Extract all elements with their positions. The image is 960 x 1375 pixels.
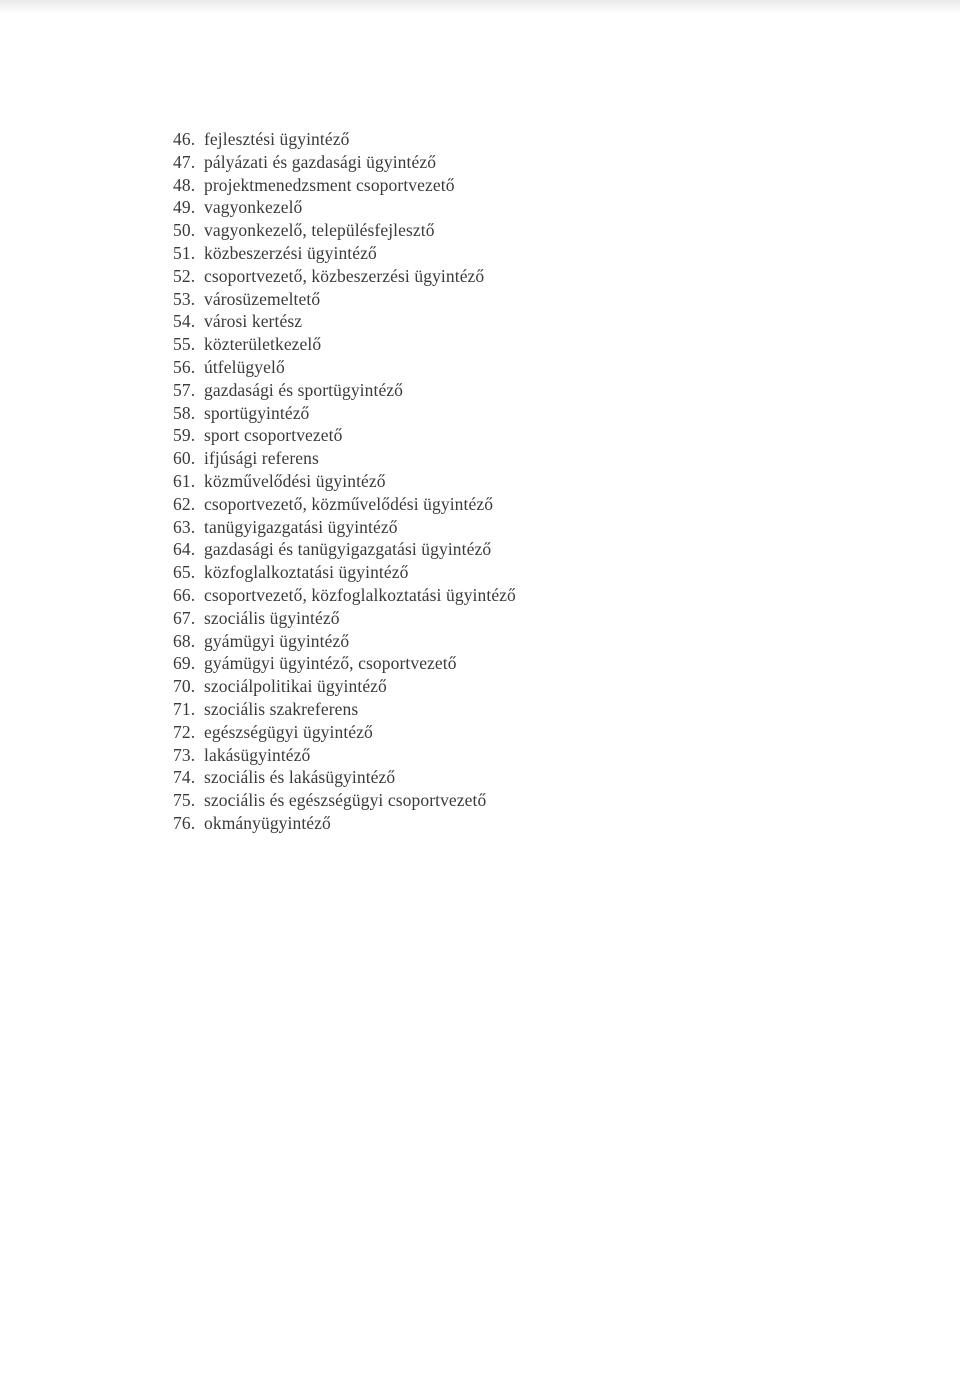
item-text: vagyonkezelő xyxy=(204,197,303,218)
list-item xyxy=(173,219,516,242)
position-list xyxy=(173,128,516,835)
item-number: 57. xyxy=(173,379,196,400)
list-item xyxy=(173,424,516,447)
item-text: útfelügyelő xyxy=(204,356,285,377)
list-item xyxy=(173,333,516,356)
list-item xyxy=(173,379,516,402)
list-item xyxy=(173,356,516,379)
item-number: 56. xyxy=(173,356,196,377)
item-text: projektmenedzsment csoportvezető xyxy=(204,174,455,195)
item-number: 76. xyxy=(173,812,196,833)
list-item xyxy=(173,744,516,767)
list-item xyxy=(173,242,516,265)
item-number: 73. xyxy=(173,744,196,765)
item-text: csoportvezető, közbeszerzési ügyintéző xyxy=(204,265,485,286)
item-number: 50. xyxy=(173,220,196,241)
item-text: tanügyigazgatási ügyintéző xyxy=(204,516,398,537)
list-item xyxy=(173,493,516,516)
list-item xyxy=(173,538,516,561)
item-text: városi kertész xyxy=(204,311,303,332)
list-item xyxy=(173,288,516,311)
item-number: 55. xyxy=(173,334,196,355)
item-text: városüzemeltető xyxy=(204,288,321,309)
item-text: sportügyintéző xyxy=(204,402,310,423)
item-text: szociálpolitikai ügyintéző xyxy=(204,676,387,697)
item-number: 75. xyxy=(173,790,196,811)
list-item xyxy=(173,151,516,174)
list-item xyxy=(173,675,516,698)
list-item xyxy=(173,652,516,675)
list-item xyxy=(173,584,516,607)
item-number: 67. xyxy=(173,607,196,628)
item-number: 49. xyxy=(173,197,196,218)
item-text: lakásügyintéző xyxy=(204,744,311,765)
list-item xyxy=(173,721,516,744)
item-number: 52. xyxy=(173,265,196,286)
list-item xyxy=(173,630,516,653)
item-number: 62. xyxy=(173,493,196,514)
item-number: 74. xyxy=(173,767,196,788)
item-text: csoportvezető, közfoglalkoztatási ügyintéző xyxy=(204,584,516,605)
list-item xyxy=(173,561,516,584)
item-text: közbeszerzési ügyintéző xyxy=(204,242,377,263)
item-text: gazdasági és sportügyintéző xyxy=(204,379,404,400)
list-item xyxy=(173,447,516,470)
list-item xyxy=(173,789,516,812)
item-number: 65. xyxy=(173,562,196,583)
list-item xyxy=(173,265,516,288)
item-number: 48. xyxy=(173,174,196,195)
item-text: vagyonkezelő, településfejlesztő xyxy=(204,220,435,241)
item-number: 59. xyxy=(173,425,196,446)
item-text: ifjúsági referens xyxy=(204,448,319,469)
item-number: 61. xyxy=(173,470,196,491)
item-text: szociális ügyintéző xyxy=(204,607,340,628)
item-number: 69. xyxy=(173,653,196,674)
item-text: szociális és lakásügyintéző xyxy=(204,767,396,788)
item-number: 60. xyxy=(173,448,196,469)
list-item xyxy=(173,128,516,151)
item-text: gazdasági és tanügyigazgatási ügyintéző xyxy=(204,539,492,560)
item-text: fejlesztési ügyintéző xyxy=(204,129,350,149)
list-item xyxy=(173,174,516,197)
item-number: 64. xyxy=(173,539,196,560)
item-number: 51. xyxy=(173,242,196,263)
item-number: 46. xyxy=(173,129,196,149)
item-number: 72. xyxy=(173,721,196,742)
item-number: 70. xyxy=(173,676,196,697)
list-item xyxy=(173,698,516,721)
item-number: 71. xyxy=(173,698,196,719)
item-text: közfoglalkoztatási ügyintéző xyxy=(204,562,409,583)
list-item xyxy=(173,516,516,539)
item-number: 63. xyxy=(173,516,196,537)
item-number: 53. xyxy=(173,288,196,309)
item-text: sport csoportvezető xyxy=(204,425,343,446)
item-text: gyámügyi ügyintéző, csoportvezető xyxy=(204,653,457,674)
item-number: 47. xyxy=(173,151,196,172)
item-number: 54. xyxy=(173,311,196,332)
item-text: szociális és egészségügyi csoportvezető xyxy=(204,790,487,811)
item-text: pályázati és gazdasági ügyintéző xyxy=(204,151,437,172)
item-text: okmányügyintéző xyxy=(204,812,331,833)
item-number: 68. xyxy=(173,630,196,651)
list-item xyxy=(173,310,516,333)
list-item xyxy=(173,196,516,219)
item-text: közterületkezelő xyxy=(204,334,322,355)
item-text: csoportvezető, közművelődési ügyintéző xyxy=(204,493,494,514)
item-number: 58. xyxy=(173,402,196,423)
list-item xyxy=(173,470,516,493)
item-text: egészségügyi ügyintéző xyxy=(204,721,373,742)
list-item xyxy=(173,812,516,835)
item-text: gyámügyi ügyintéző xyxy=(204,630,350,651)
list-item xyxy=(173,402,516,425)
list-item xyxy=(173,607,516,630)
item-text: közművelődési ügyintéző xyxy=(204,470,386,491)
item-number: 66. xyxy=(173,584,196,605)
item-text: szociális szakreferens xyxy=(204,698,359,719)
list-item xyxy=(173,766,516,789)
